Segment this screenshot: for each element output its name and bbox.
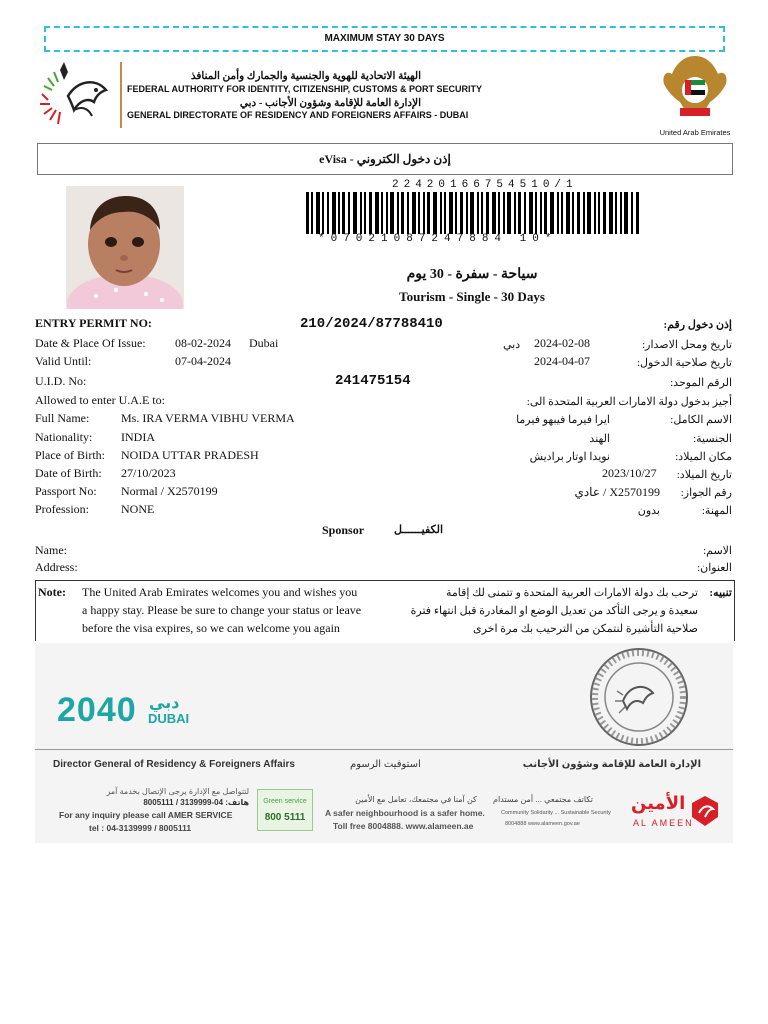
dob-label: Date of Birth: <box>35 466 102 480</box>
sponsor-address-label: Address: <box>35 560 78 574</box>
note-box <box>35 580 735 641</box>
amer-ar-line-2: هاتف: 04-3139999 / 8005111 <box>143 798 249 807</box>
header-divider <box>120 62 122 128</box>
note-ar-line-2: سعيدة و يرجى التأكد من تعديل الوضع او المغادرة قبل انتهاء فترة <box>410 605 698 617</box>
uid-label: U.I.D. No: <box>35 374 87 388</box>
passport-number-ar: X2570199 / عادي <box>574 485 660 499</box>
profession: NONE <box>121 502 155 516</box>
passport-label: Passport No: <box>35 484 97 498</box>
uae-emblem <box>658 50 732 137</box>
pob-label-ar: مكان الميلاد: <box>675 451 732 463</box>
uid-label-ar: الرقم الموحد: <box>670 377 732 389</box>
valid-date-ar: 2024-04-07 <box>534 354 590 368</box>
nationality-ar: الهند <box>589 433 610 445</box>
green-service-number: 800 5111 <box>264 812 306 823</box>
full-name-label-ar: الاسم الكامل: <box>670 414 732 426</box>
safe-ar: كن آمنا في مجتمعك، تعامل مع الأمين <box>355 795 477 804</box>
valid-label-ar: تاريخ صلاحية الدخول: <box>636 357 732 369</box>
applicant-photo <box>66 186 184 309</box>
entry-permit-number: 210/2024/87788410 <box>300 316 443 332</box>
authority-name-en: FEDERAL AUTHORITY FOR IDENTITY, CITIZENSHIP, CUSTOMS & PORT SECURITY <box>127 84 483 94</box>
barcode-bottom-number: *07021087247884 10* <box>318 233 558 245</box>
pob-label: Place of Birth: <box>35 448 105 462</box>
issue-label-ar: تاريخ ومحل الاصدار: <box>642 339 732 351</box>
federal-authority-logo <box>38 60 114 132</box>
authority-name-ar: الهيئة الاتحادية للهوية والجنسية والجمارك وأمن المنافذ <box>190 71 421 82</box>
issue-place: Dubai <box>249 336 279 350</box>
note-line-3: before the visa expires, so we can welcome you again <box>82 621 340 635</box>
max-stay-banner: MAXIMUM STAY 30 DAYS <box>44 26 725 52</box>
nationality-label: Nationality: <box>35 430 93 444</box>
footer <box>35 643 733 843</box>
note-ar-line-3: صلاحية التأشيرة لنتمكن من الترحيب بك مرة اخرى <box>473 623 698 635</box>
director-general-en: Director General of Residency & Foreigners Affairs <box>53 759 295 770</box>
dubai-2040-logo: 2040 <box>57 691 137 729</box>
dubai-en: DUBAI <box>148 711 190 726</box>
full-name: Ms. IRA VERMA VIBHU VERMA <box>121 411 295 425</box>
barcode <box>306 192 640 234</box>
directorate-name-en: GENERAL DIRECTORATE OF RESIDENCY AND FOREIGNERS AFFAIRS - DUBAI <box>127 110 469 120</box>
safe-en-2: Toll free 8004888. www.alameen.ae <box>333 821 474 831</box>
community-contact: 8004888 www.alameen.gov.ae <box>505 821 580 827</box>
sponsor-address-label-ar: العنوان: <box>697 562 732 574</box>
barcode-top-number: 22420166754510/1 <box>392 179 578 191</box>
issue-date-ar: 2024-02-08 <box>534 336 590 350</box>
note-ar-line-1: ترحب بك دولة الامارات العربية المتحدة و تتمنى لك إقامة <box>446 587 698 599</box>
date-of-birth-ar: 2023/10/27 <box>602 466 657 480</box>
dob-label-ar: تاريخ الميلاد: <box>676 469 732 481</box>
issue-place-ar: دبي <box>503 339 521 351</box>
green-service-logo <box>257 789 313 831</box>
passport-label-ar: رقم الجواز: <box>680 487 732 499</box>
sponsor-title: Sponsor <box>322 523 365 537</box>
profession-label-ar: المهنة: <box>701 505 732 517</box>
safe-en-1: A safer neighbourhood is a safer home. <box>325 808 485 818</box>
full-name-ar: ايرا فيرما فيبهو فيرما <box>516 414 610 426</box>
visa-type-ar: سياحة - سفرة - 30 يوم <box>406 267 538 282</box>
note-label: Note: <box>38 585 66 599</box>
allowed-label-ar: أجيز بدخول دولة الامارات العربية المتحدة الى: <box>526 396 732 408</box>
place-of-birth-ar: نويدا اوتار براديش <box>529 451 610 463</box>
director-general-ar: الإدارة العامة للإقامة وشؤون الأجانب <box>522 759 701 770</box>
note-line-1: The United Arab Emirates welcomes you and wishes you <box>82 585 358 599</box>
uid-number: 241475154 <box>335 373 411 389</box>
valid-label: Valid Until: <box>35 354 92 368</box>
date-of-birth: 27/10/2023 <box>121 466 176 480</box>
profession-label: Profession: <box>35 502 89 516</box>
community-ar: تكاتف مجتمعي ... أمن مستدام <box>493 795 593 804</box>
uae-label: United Arab Emirates <box>659 128 731 137</box>
issue-label: Date & Place Of Issue: <box>35 336 146 350</box>
nationality-label-ar: الجنسية: <box>693 433 732 445</box>
dubai-ar: دبي <box>149 695 180 712</box>
sponsor-name-label-ar: الاسم: <box>703 545 732 557</box>
note-label-ar: تنبيه: <box>709 587 732 599</box>
issue-date: 08-02-2024 <box>175 336 231 350</box>
evisa-title: eVisa - إذن دخول الكتروني <box>37 143 733 175</box>
allowed-label: Allowed to enter U.A.E to: <box>35 393 165 407</box>
al-ameen-icon <box>691 795 719 827</box>
amer-en-line-1: For any inquiry please call AMER SERVICE <box>59 810 233 820</box>
entry-permit-label-ar: إذن دخول رقم: <box>663 319 732 331</box>
green-service-small: Green service <box>263 798 307 805</box>
visa-type-en: Tourism - Single - 30 Days <box>399 289 545 304</box>
profession-ar: بدون <box>637 505 660 517</box>
valid-date: 07-04-2024 <box>175 354 231 368</box>
place-of-birth: NOIDA UTTAR PRADESH <box>121 448 259 462</box>
full-name-label: Full Name: <box>35 411 90 425</box>
al-ameen-en: AL AMEEN <box>633 818 694 828</box>
al-ameen-ar: الأمين <box>631 793 686 813</box>
directorate-name-ar: الإدارة العامة للإقامة وشؤون الأجانب - دبي <box>239 98 421 109</box>
footer-divider <box>35 749 733 750</box>
amer-en-line-2: tel : 04-3139999 / 8005111 <box>89 823 192 833</box>
community-en: Community Solidarity ... Sustainable Security <box>501 810 611 816</box>
entry-permit-label: ENTRY PERMIT NO: <box>35 316 152 330</box>
fees-paid-ar: استوفيت الرسوم <box>350 759 421 770</box>
sponsor-title-ar: الكفيــــــل <box>394 524 444 536</box>
official-seal <box>587 645 691 749</box>
sponsor-name-label: Name: <box>35 543 67 557</box>
passport-number: Normal / X2570199 <box>121 484 218 498</box>
nationality: INDIA <box>121 430 155 444</box>
amer-ar-line-1: لتتواصل مع الإدارة يرجى الإتصال بخدمة آمر <box>106 787 249 796</box>
note-line-2: a happy stay. Please be sure to change your status or leave <box>82 603 362 617</box>
